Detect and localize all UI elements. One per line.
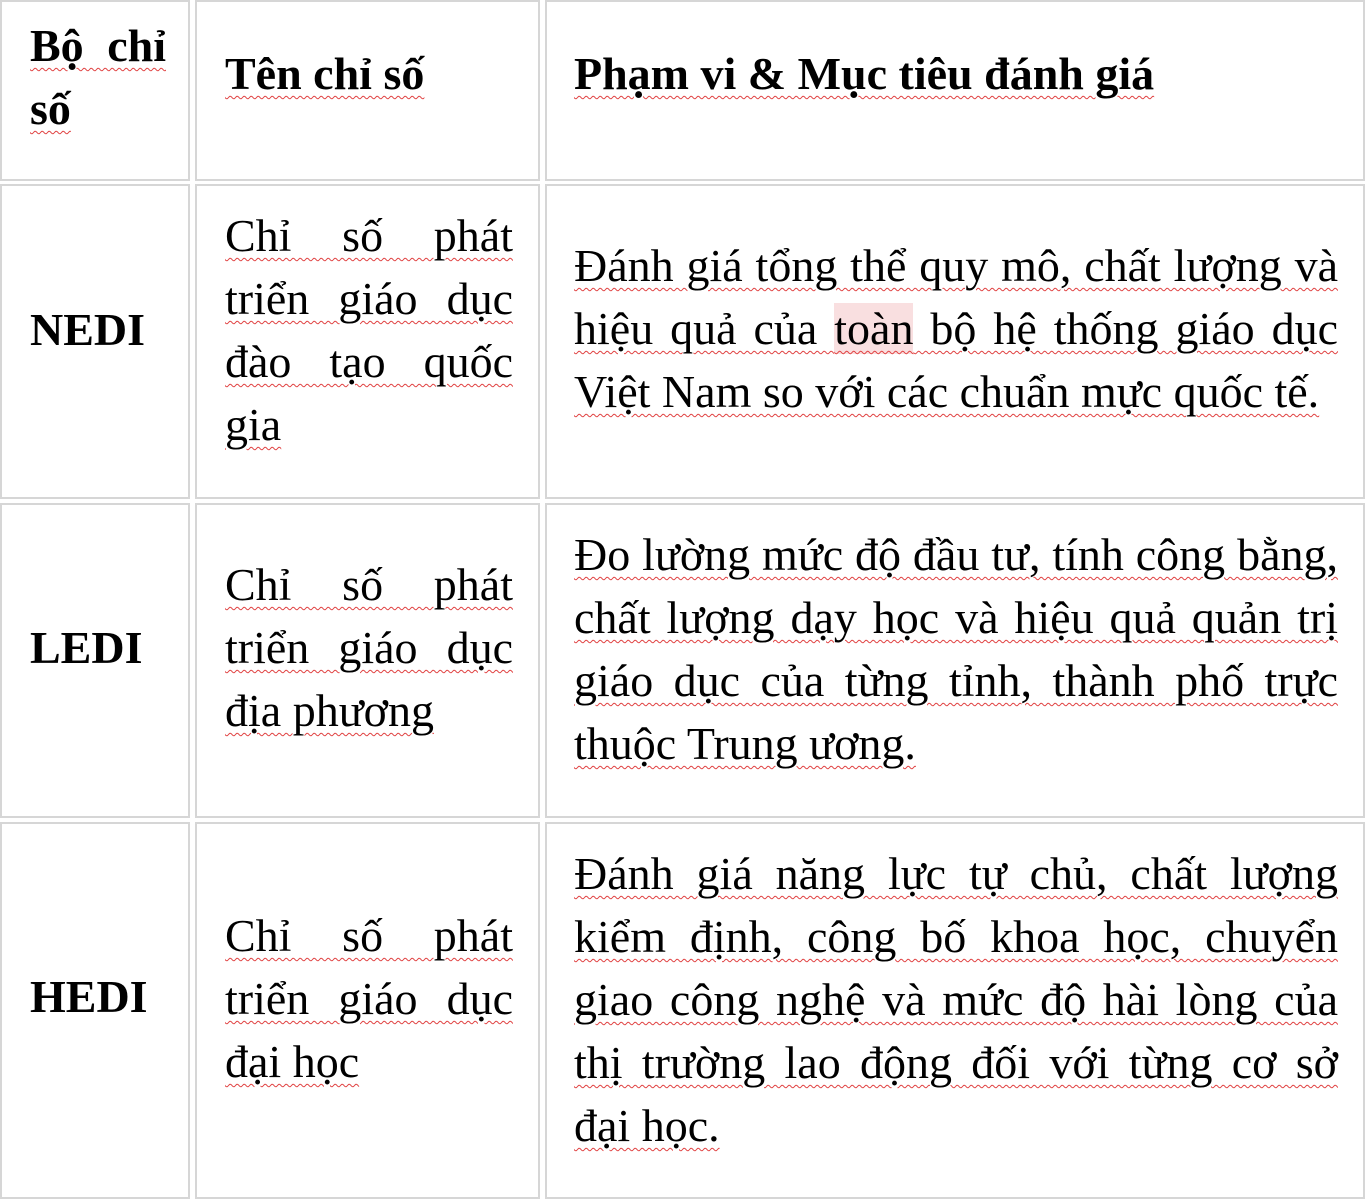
row-nedi-code: NEDI bbox=[30, 304, 146, 355]
row-hedi-code: HEDI bbox=[30, 971, 148, 1022]
row-ledi-code: LEDI bbox=[30, 622, 143, 673]
row-nedi-name-cell bbox=[195, 184, 540, 499]
header-cell-scope bbox=[545, 0, 1365, 181]
row-hedi-name-cell bbox=[195, 822, 540, 1199]
row-nedi-name: Chỉ số phát triển giáo dục đào tạo quốc gia bbox=[225, 210, 513, 450]
row-nedi-desc-part1: Đánh giá tổng thể quy mô, chất lượng và hiệu quả của bbox=[574, 240, 1338, 354]
row-nedi-desc-part2: bộ hệ thống giáo dục Việt Nam so với các chuẩn mực quốc tế. bbox=[574, 303, 1339, 417]
row-nedi-desc-cell bbox=[545, 184, 1365, 499]
row-nedi-code-cell bbox=[0, 184, 190, 499]
header-name-label: Tên chỉ số bbox=[225, 48, 425, 99]
row-ledi-desc: Đo lường mức độ đầu tư, tính công bằng, chất lượng dạy học và hiệu quả quản trị giáo dục của từng tỉnh, thành phố trực thuộc Trung ương. bbox=[574, 529, 1338, 769]
header-scope-label: Phạm vi & Mục tiêu đánh giá bbox=[574, 48, 1155, 99]
row-hedi-desc-cell bbox=[545, 822, 1365, 1199]
row-hedi-desc: Đánh giá năng lực tự chủ, chất lượng kiểm định, công bố khoa học, chuyển giao công nghệ và mức độ hài lòng của thị trường lao động đối với từng cơ sở đại học. bbox=[574, 848, 1338, 1151]
row-ledi-code-cell bbox=[0, 503, 190, 818]
row-ledi-name: Chỉ số phát triển giáo dục địa phương bbox=[225, 559, 513, 736]
row-ledi-name-cell bbox=[195, 503, 540, 818]
row-nedi-desc bbox=[574, 234, 1338, 423]
header-cell-code bbox=[0, 0, 190, 181]
header-code-label: Bộ chỉ số bbox=[30, 20, 166, 134]
row-nedi-desc-highlight: toàn bbox=[834, 303, 914, 354]
header-cell-name bbox=[195, 0, 540, 181]
row-hedi-code-cell bbox=[0, 822, 190, 1199]
row-ledi-desc-cell bbox=[545, 503, 1365, 818]
row-hedi-name: Chỉ số phát triển giáo dục đại học bbox=[225, 910, 513, 1087]
